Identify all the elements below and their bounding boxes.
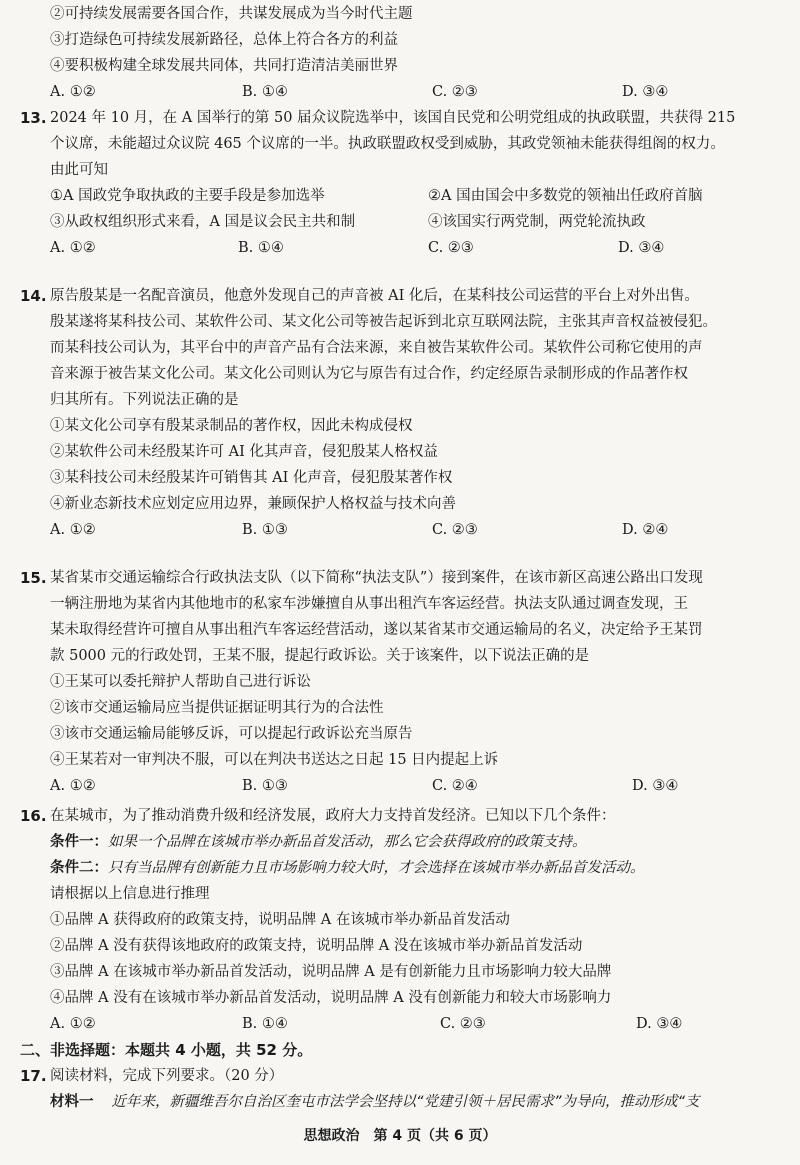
q14-statement-1: ①某文化公司享有殷某录制品的著作权，因此未构成侵权	[50, 418, 413, 434]
q15-option-a: A. ①②	[50, 778, 96, 794]
q17-number: 17.	[20, 1067, 47, 1085]
q14-option-b: B. ①③	[242, 522, 288, 538]
q13-statement-2: ②A 国由国会中多数党的领袖出任政府首脑	[428, 188, 703, 204]
q12-option-b: B. ①④	[242, 84, 288, 100]
q14-statement-2: ②某软件公司未经殷某许可 AI 化其声音，侵犯殷某人格权益	[50, 444, 438, 460]
q16-condition-2-text: 只有当品牌有创新能力且市场影响力较大时，才会选择在该城市举办新品首发活动。	[108, 860, 645, 876]
q13-option-c: C. ②③	[428, 240, 474, 256]
q14-option-a: A. ①②	[50, 522, 96, 538]
q13-stem-3: 由此可知	[50, 162, 108, 178]
q12-option-a: A. ①②	[50, 84, 96, 100]
q16-condition-1-label: 条件一：	[50, 833, 108, 850]
q16-number: 16.	[20, 807, 47, 825]
q16-option-a: A. ①②	[50, 1016, 96, 1032]
q13-stem-2: 个议席，未能超过众议院 465 个议席的一半。执政联盟政权受到威胁，其政党领袖未能获得组阁的权力。	[50, 136, 725, 152]
q15-statement-4: ④王某若对一审判决不服，可以在判决书送达之日起 15 日内提起上诉	[50, 752, 499, 768]
q14-statement-3: ③某科技公司未经殷某许可销售其 AI 化声音，侵犯殷某著作权	[50, 470, 453, 486]
q14-stem-1: 原告殷某是一名配音演员，他意外发现自己的声音被 AI 化后，在某科技公司运营的平台上对外出售。	[50, 288, 699, 304]
q17-stem: 阅读材料，完成下列要求。（20 分）	[50, 1068, 284, 1084]
q15-option-c: C. ②④	[432, 778, 478, 794]
q16-condition-2-label: 条件二：	[50, 859, 108, 876]
q12-statement-3: ③打造绿色可持续发展新路径，总体上符合各方的利益	[50, 32, 398, 48]
q15-stem-2: 一辆注册地为某省内其他地市的私家车涉嫌擅自从事出租汽车客运经营。执法支队通过调查发现，王	[50, 596, 688, 612]
q14-stem-3: 而某科技公司认为，其平台中的声音产品有合法来源，来自被告某软件公司。某软件公司称它使用的声	[50, 340, 703, 356]
q16-stem-2: 请根据以上信息进行推理	[50, 886, 210, 902]
q16-statement-4: ④品牌 A 没有在该城市举办新品首发活动，说明品牌 A 没有创新能力和较大市场影响力	[50, 990, 612, 1006]
q15-stem-1: 某省某市交通运输综合行政执法支队（以下简称“执法支队”）接到案件，在该市新区高速公路出口发现	[50, 570, 703, 586]
q13-statement-4: ④该国实行两党制，两党轮流执政	[428, 214, 646, 230]
q15-statement-1: ①王某可以委托辩护人帮助自己进行诉讼	[50, 674, 311, 690]
q12-statement-4: ④要积极构建全球发展共同体，共同打造清洁美丽世界	[50, 58, 398, 74]
q14-statement-4: ④新业态新技术应划定应用边界，兼顾保护人格权益与技术向善	[50, 496, 456, 512]
q13-option-b: B. ①④	[238, 240, 284, 256]
q13-option-d: D. ③④	[618, 240, 665, 256]
q15-option-d: D. ③④	[632, 778, 679, 794]
q14-option-d: D. ②④	[622, 522, 669, 538]
q15-stem-3: 某未取得经营许可擅自从事出租汽车客运经营活动，遂以某省某市交通运输局的名义，决定给予王某罚	[50, 622, 703, 638]
q16-statement-2: ②品牌 A 没有获得该地政府的政策支持，说明品牌 A 没在该城市举办新品首发活动	[50, 938, 583, 954]
q15-stem-4: 款 5000 元的行政处罚，王某不服，提起行政诉讼。关于该案件，以下说法正确的是	[50, 648, 590, 664]
q16-option-b: B. ①④	[242, 1016, 288, 1032]
q13-statement-3: ③从政权组织形式来看，A 国是议会民主共和制	[50, 214, 356, 230]
q16-statement-3: ③品牌 A 在该城市举办新品首发活动，说明品牌 A 是有创新能力且市场影响力较大品牌	[50, 964, 612, 980]
q14-number: 14.	[20, 287, 47, 305]
q13-statement-1: ①A 国政党争取执政的主要手段是参加选举	[50, 188, 325, 204]
q12-option-d: D. ③④	[622, 84, 669, 100]
q16-stem-1: 在某城市，为了推动消费升级和经济发展，政府大力支持首发经济。已知以下几个条件：	[50, 808, 616, 824]
section-2-heading: 二、非选择题：本题共 4 小题，共 52 分。	[20, 1041, 313, 1059]
q17-material-label: 材料一	[50, 1093, 94, 1110]
q15-option-b: B. ①③	[242, 778, 288, 794]
q17-material-text: 近年来，新疆维吾尔自治区奎屯市法学会坚持以“党建引领＋居民需求”为导向，推动形成“支	[111, 1094, 700, 1110]
q17-material-1	[50, 1092, 780, 1112]
q15-statement-3: ③该市交通运输局能够反诉，可以提起行政诉讼充当原告	[50, 726, 413, 742]
q14-stem-4: 音来源于被告某文化公司。某文化公司则认为它与原告有过合作，约定经原告录制形成的作品著作权	[50, 366, 688, 382]
q12-option-c: C. ②③	[432, 84, 478, 100]
q16-statement-1: ①品牌 A 获得政府的政策支持，说明品牌 A 在该城市举办新品首发活动	[50, 912, 510, 928]
q13-stem-1: 2024 年 10 月，在 A 国举行的第 50 届众议院选举中，该国自民党和公明党组成的执政联盟，共获得 215	[50, 110, 736, 126]
q16-option-d: D. ③④	[636, 1016, 683, 1032]
page-footer: 思想政治 第 4 页（共 6 页）	[303, 1128, 497, 1144]
q16-condition-1-text: 如果一个品牌在该城市举办新品首发活动，那么它会获得政府的政策支持。	[108, 834, 587, 850]
q15-statement-2: ②该市交通运输局应当提供证据证明其行为的合法性	[50, 700, 384, 716]
q16-option-c: C. ②③	[440, 1016, 486, 1032]
q13-option-a: A. ①②	[50, 240, 96, 256]
q14-stem-2: 殷某遂将某科技公司、某软件公司、某文化公司等被告起诉到北京互联网法院，主张其声音权益被侵犯。	[50, 314, 717, 330]
q16-condition-1	[50, 832, 780, 852]
q14-stem-5: 归其所有。下列说法正确的是	[50, 392, 239, 408]
q12-statement-2: ②可持续发展需要各国合作，共谋发展成为当今时代主题	[50, 6, 413, 22]
q15-number: 15.	[20, 569, 47, 587]
q14-option-c: C. ②③	[432, 522, 478, 538]
q16-condition-2	[50, 858, 780, 878]
q13-number: 13.	[20, 109, 47, 127]
